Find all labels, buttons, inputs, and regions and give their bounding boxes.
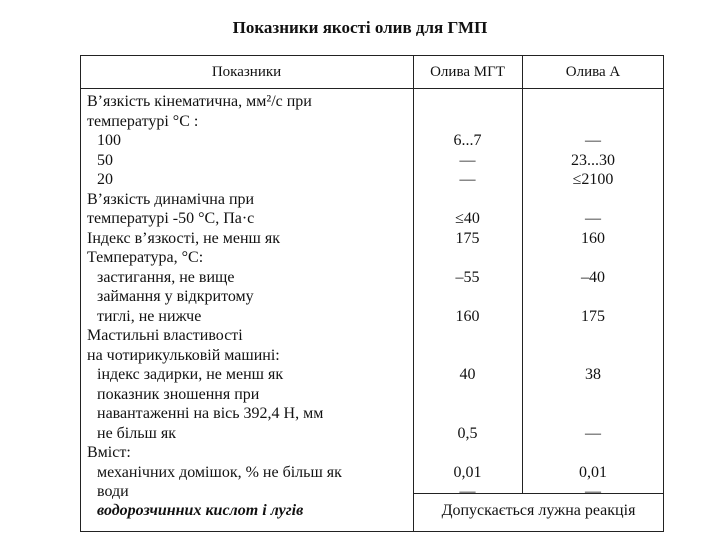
cell-oil-a: 160	[581, 229, 605, 247]
table-row	[80, 385, 664, 405]
table-body	[80, 92, 664, 502]
table-row	[80, 229, 664, 249]
cell-oil-a: —	[585, 132, 601, 149]
cell-oil-mgt: —	[459, 171, 476, 188]
cell-oil-a: —	[585, 483, 601, 500]
row-label: температурі °С :	[87, 112, 199, 130]
row-label: водорозчинних кислот і лугів	[97, 502, 304, 519]
row-label: 50	[97, 151, 113, 169]
table-row	[80, 287, 664, 307]
cell-oil-mgt: —	[459, 151, 476, 169]
row-note: Допускається лужна реакція	[441, 502, 636, 519]
row-label: 20	[97, 171, 113, 188]
cell-oil-a: —	[585, 210, 601, 227]
row-label: води	[97, 483, 129, 500]
cell-oil-mgt: ≤40	[455, 210, 480, 227]
cell-oil-mgt: 40	[459, 366, 476, 383]
row-label: Мастильні властивості	[87, 327, 243, 344]
page-title: Показники якості олив для ГМП	[232, 18, 488, 37]
row-label: Вміст:	[87, 444, 131, 461]
table-row-last	[80, 497, 664, 527]
row-label: Температура, °С:	[87, 249, 204, 266]
table-row	[80, 92, 664, 112]
row-label: В’язкість динамічна при	[87, 190, 255, 208]
table-row	[80, 346, 664, 366]
table-row	[80, 326, 664, 346]
table-row	[80, 404, 664, 424]
cell-oil-a: –40	[581, 268, 605, 286]
header-oil-mgt: Олива МГТ	[430, 64, 505, 80]
table-row	[80, 151, 664, 171]
table-row	[80, 190, 664, 210]
row-label: В’язкість кінематична, мм²/с при	[87, 93, 312, 110]
header-indicators: Показники	[211, 64, 282, 80]
cell-oil-mgt: 0,5	[457, 424, 478, 442]
table-row	[80, 268, 664, 288]
row-label: 100	[97, 132, 121, 149]
cell-oil-a: —	[585, 424, 601, 442]
table-row	[80, 209, 664, 229]
cell-oil-mgt: –55	[455, 268, 480, 286]
table-row	[80, 248, 664, 268]
table-row	[80, 131, 664, 151]
row-label: застигання, не вище	[97, 268, 235, 286]
table-row	[80, 170, 664, 190]
row-label: механічних домішок, % не більш як	[97, 463, 342, 481]
row-label: Індекс в’язкості, не менш як	[87, 229, 280, 247]
table-row	[80, 463, 664, 483]
cell-oil-mgt: 175	[455, 229, 480, 247]
row-label: показник зношення при	[97, 385, 260, 403]
table-row	[80, 443, 664, 463]
row-label: індекс задирки, не менш як	[97, 366, 284, 383]
cell-oil-a: 175	[581, 307, 605, 325]
cell-oil-a: 38	[585, 366, 601, 383]
row-label: займання у відкритому	[97, 288, 254, 305]
cell-oil-a: 23...30	[571, 151, 615, 169]
cell-oil-mgt: 6...7	[453, 132, 482, 149]
row-label: температурі -50 °С, Па·с	[87, 210, 255, 227]
cell-oil-mgt: —	[459, 483, 476, 500]
header-oil-a: Олива А	[565, 64, 621, 80]
header-divider	[80, 88, 664, 89]
cell-oil-a: ≤2100	[572, 171, 614, 188]
row-label: тиглі, не нижче	[97, 307, 202, 325]
table-row	[80, 365, 664, 385]
row-label: навантаженні на вісь 392,4 Н, мм	[97, 405, 324, 422]
table-row	[80, 112, 664, 132]
cell-oil-mgt: 0,01	[453, 463, 482, 481]
cell-oil-a: 0,01	[579, 463, 607, 481]
table-row	[80, 424, 664, 444]
table-row	[80, 307, 664, 327]
row-label: не більш як	[97, 424, 176, 442]
row-label: на чотирикульковій машині:	[87, 346, 280, 364]
cell-oil-mgt: 160	[455, 307, 480, 325]
